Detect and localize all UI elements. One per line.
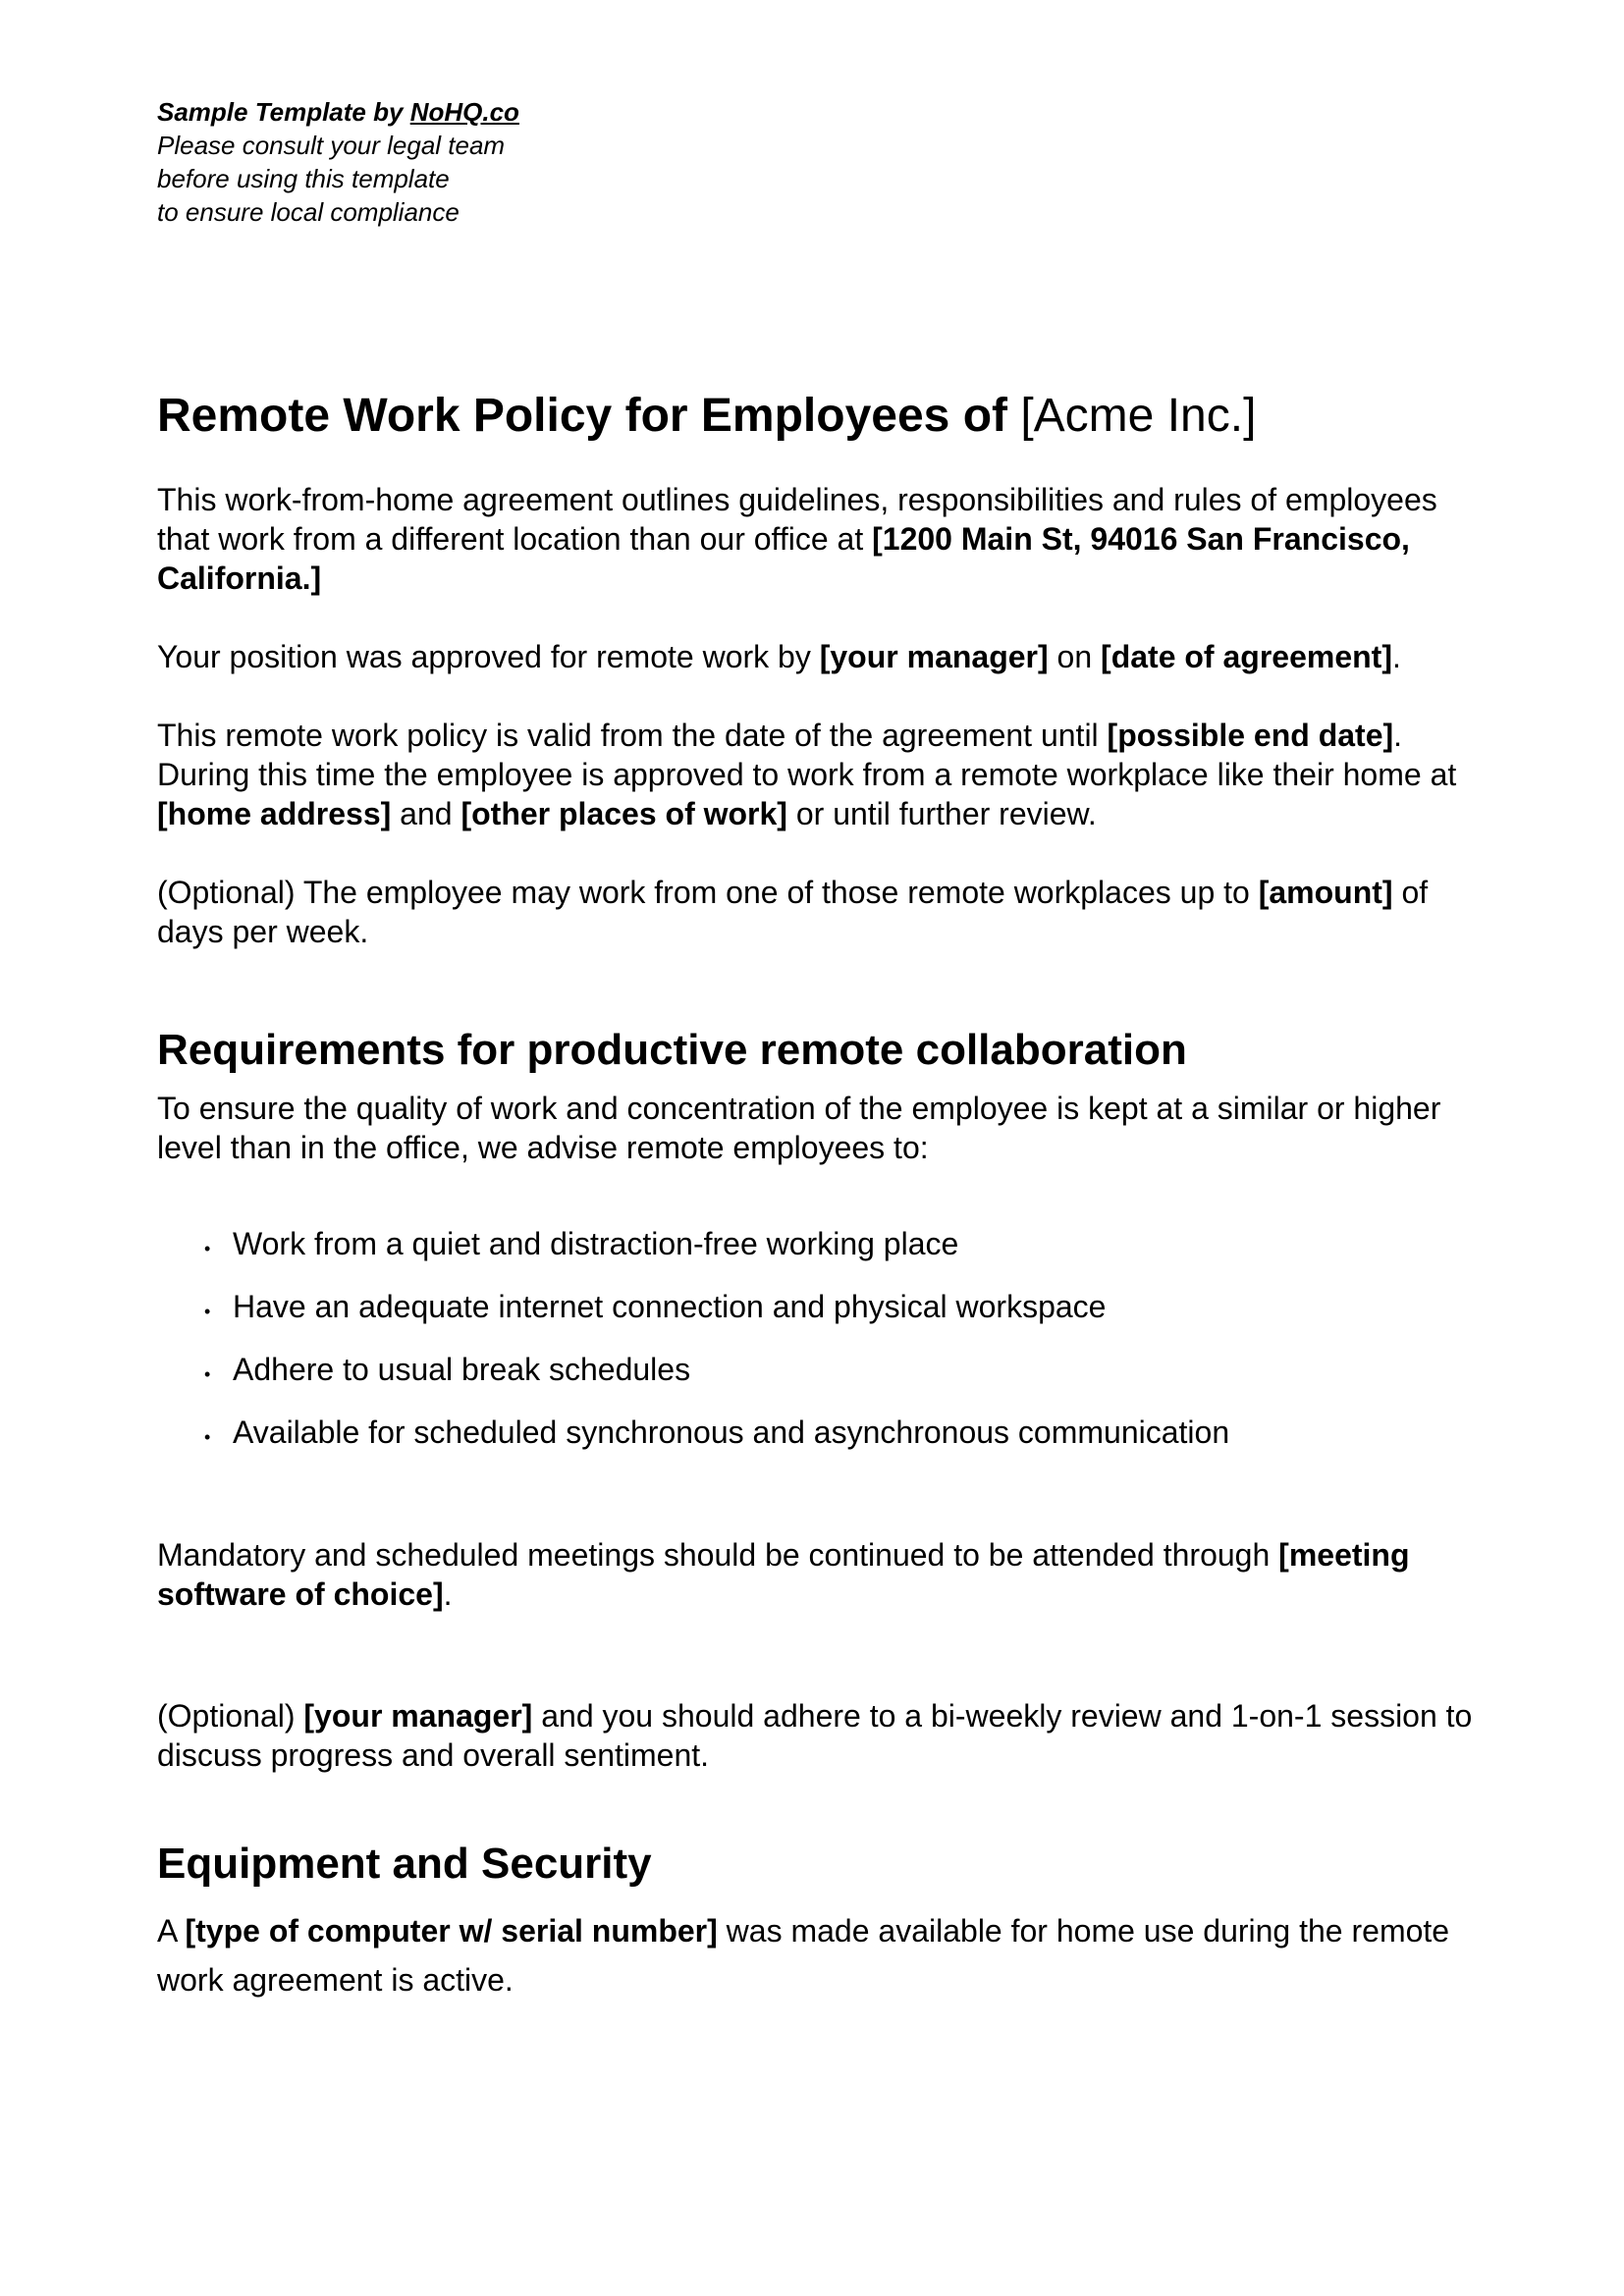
home-address-placeholder: [home address] <box>157 796 392 831</box>
notice-line: before using this template <box>157 164 450 193</box>
intro-paragraph <box>157 480 1492 598</box>
notice-line: to ensure local compliance <box>157 197 460 227</box>
computer-placeholder: [type of computer w/ serial number] <box>185 1913 718 1949</box>
review-prefix: (Optional) <box>157 1698 304 1734</box>
equipment-heading: Equipment and Security <box>157 1840 652 1888</box>
list-item-text: Work from a quiet and distraction-free working place <box>233 1226 959 1261</box>
title-main: Remote Work Policy for Employees of <box>157 390 1021 442</box>
amount-placeholder: [amount] <box>1258 875 1393 910</box>
bullet-icon: • <box>204 1364 211 1384</box>
requirements-heading: Requirements for productive remote collaboration <box>157 1026 1187 1074</box>
office-address-placeholder: [1200 Main St, 94016 San Francisco, California.] <box>157 521 1410 596</box>
notice-line: Please consult your legal team <box>157 131 506 160</box>
days-suffix: of days per week. <box>157 875 1429 949</box>
review-suffix: and you should adhere to a bi-weekly review and 1-on-1 session to discuss progress and overall sentiment. <box>157 1698 1473 1773</box>
company-placeholder: [Acme Inc.] <box>1020 390 1257 442</box>
validity-paragraph <box>157 716 1492 833</box>
approval-prefix: Your position was approved for remote work by <box>157 639 820 674</box>
other-places-placeholder: [other places of work] <box>460 796 787 831</box>
nohq-link[interactable]: NoHQ.co <box>409 97 519 127</box>
end-date-placeholder: [possible end date] <box>1107 718 1394 753</box>
meeting-software-placeholder: [meeting software of choice] <box>157 1537 1410 1612</box>
equipment-paragraph <box>157 1906 1492 2004</box>
equipment-prefix: A <box>157 1913 186 1949</box>
list-item <box>204 1287 1492 1331</box>
list-item-text: Have an adequate internet connection and physical workspace <box>233 1289 1107 1324</box>
brand-prefix: Sample Template by <box>157 97 410 127</box>
manager-placeholder: [your manager] <box>303 1698 533 1734</box>
meetings-paragraph <box>157 1535 1492 1614</box>
bullet-icon: • <box>204 1427 211 1447</box>
list-item-text: Available for scheduled synchronous and asynchronous communication <box>233 1415 1230 1450</box>
bullet-icon: • <box>204 1239 211 1258</box>
intro-text: This work-from-home agreement outlines guidelines, responsibilities and rules of employees that work from a different location than our office at <box>157 482 1437 557</box>
requirements-list <box>157 1224 1492 1457</box>
days-prefix: (Optional) The employee may work from one of those remote workplaces up to <box>157 875 1259 910</box>
agreement-date-placeholder: [date of agreement] <box>1101 639 1392 674</box>
validity-middle: . During this time the employee is approved to work from a remote workplace like their home at <box>157 718 1457 792</box>
document-title <box>157 388 1492 445</box>
meetings-suffix: . <box>443 1576 453 1612</box>
equipment-suffix: was made available for home use during the remote work agreement is active. <box>157 1913 1450 1998</box>
meetings-prefix: Mandatory and scheduled meetings should be continued to be attended through <box>157 1537 1279 1573</box>
list-item <box>204 1413 1492 1457</box>
validity-suffix: or until further review. <box>786 796 1097 831</box>
list-item <box>204 1350 1492 1394</box>
validity-and: and <box>391 796 461 831</box>
template-notice <box>157 95 519 229</box>
list-item <box>204 1224 1492 1268</box>
document-body <box>157 388 1492 2004</box>
validity-prefix: This remote work policy is valid from the date of the agreement until <box>157 718 1108 753</box>
manager-placeholder: [your manager] <box>819 639 1049 674</box>
approval-middle: on <box>1048 639 1102 674</box>
template-brand-line <box>157 95 519 129</box>
review-paragraph <box>157 1696 1492 1775</box>
bullet-icon: • <box>204 1302 211 1321</box>
list-item-text: Adhere to usual break schedules <box>233 1352 691 1387</box>
requirements-intro: To ensure the quality of work and concentration of the employee is kept at a similar or higher level than in the office, we advise remote employees to: <box>157 1091 1441 1165</box>
days-paragraph <box>157 873 1492 951</box>
approval-suffix: . <box>1391 639 1401 674</box>
approval-paragraph <box>157 637 1492 676</box>
